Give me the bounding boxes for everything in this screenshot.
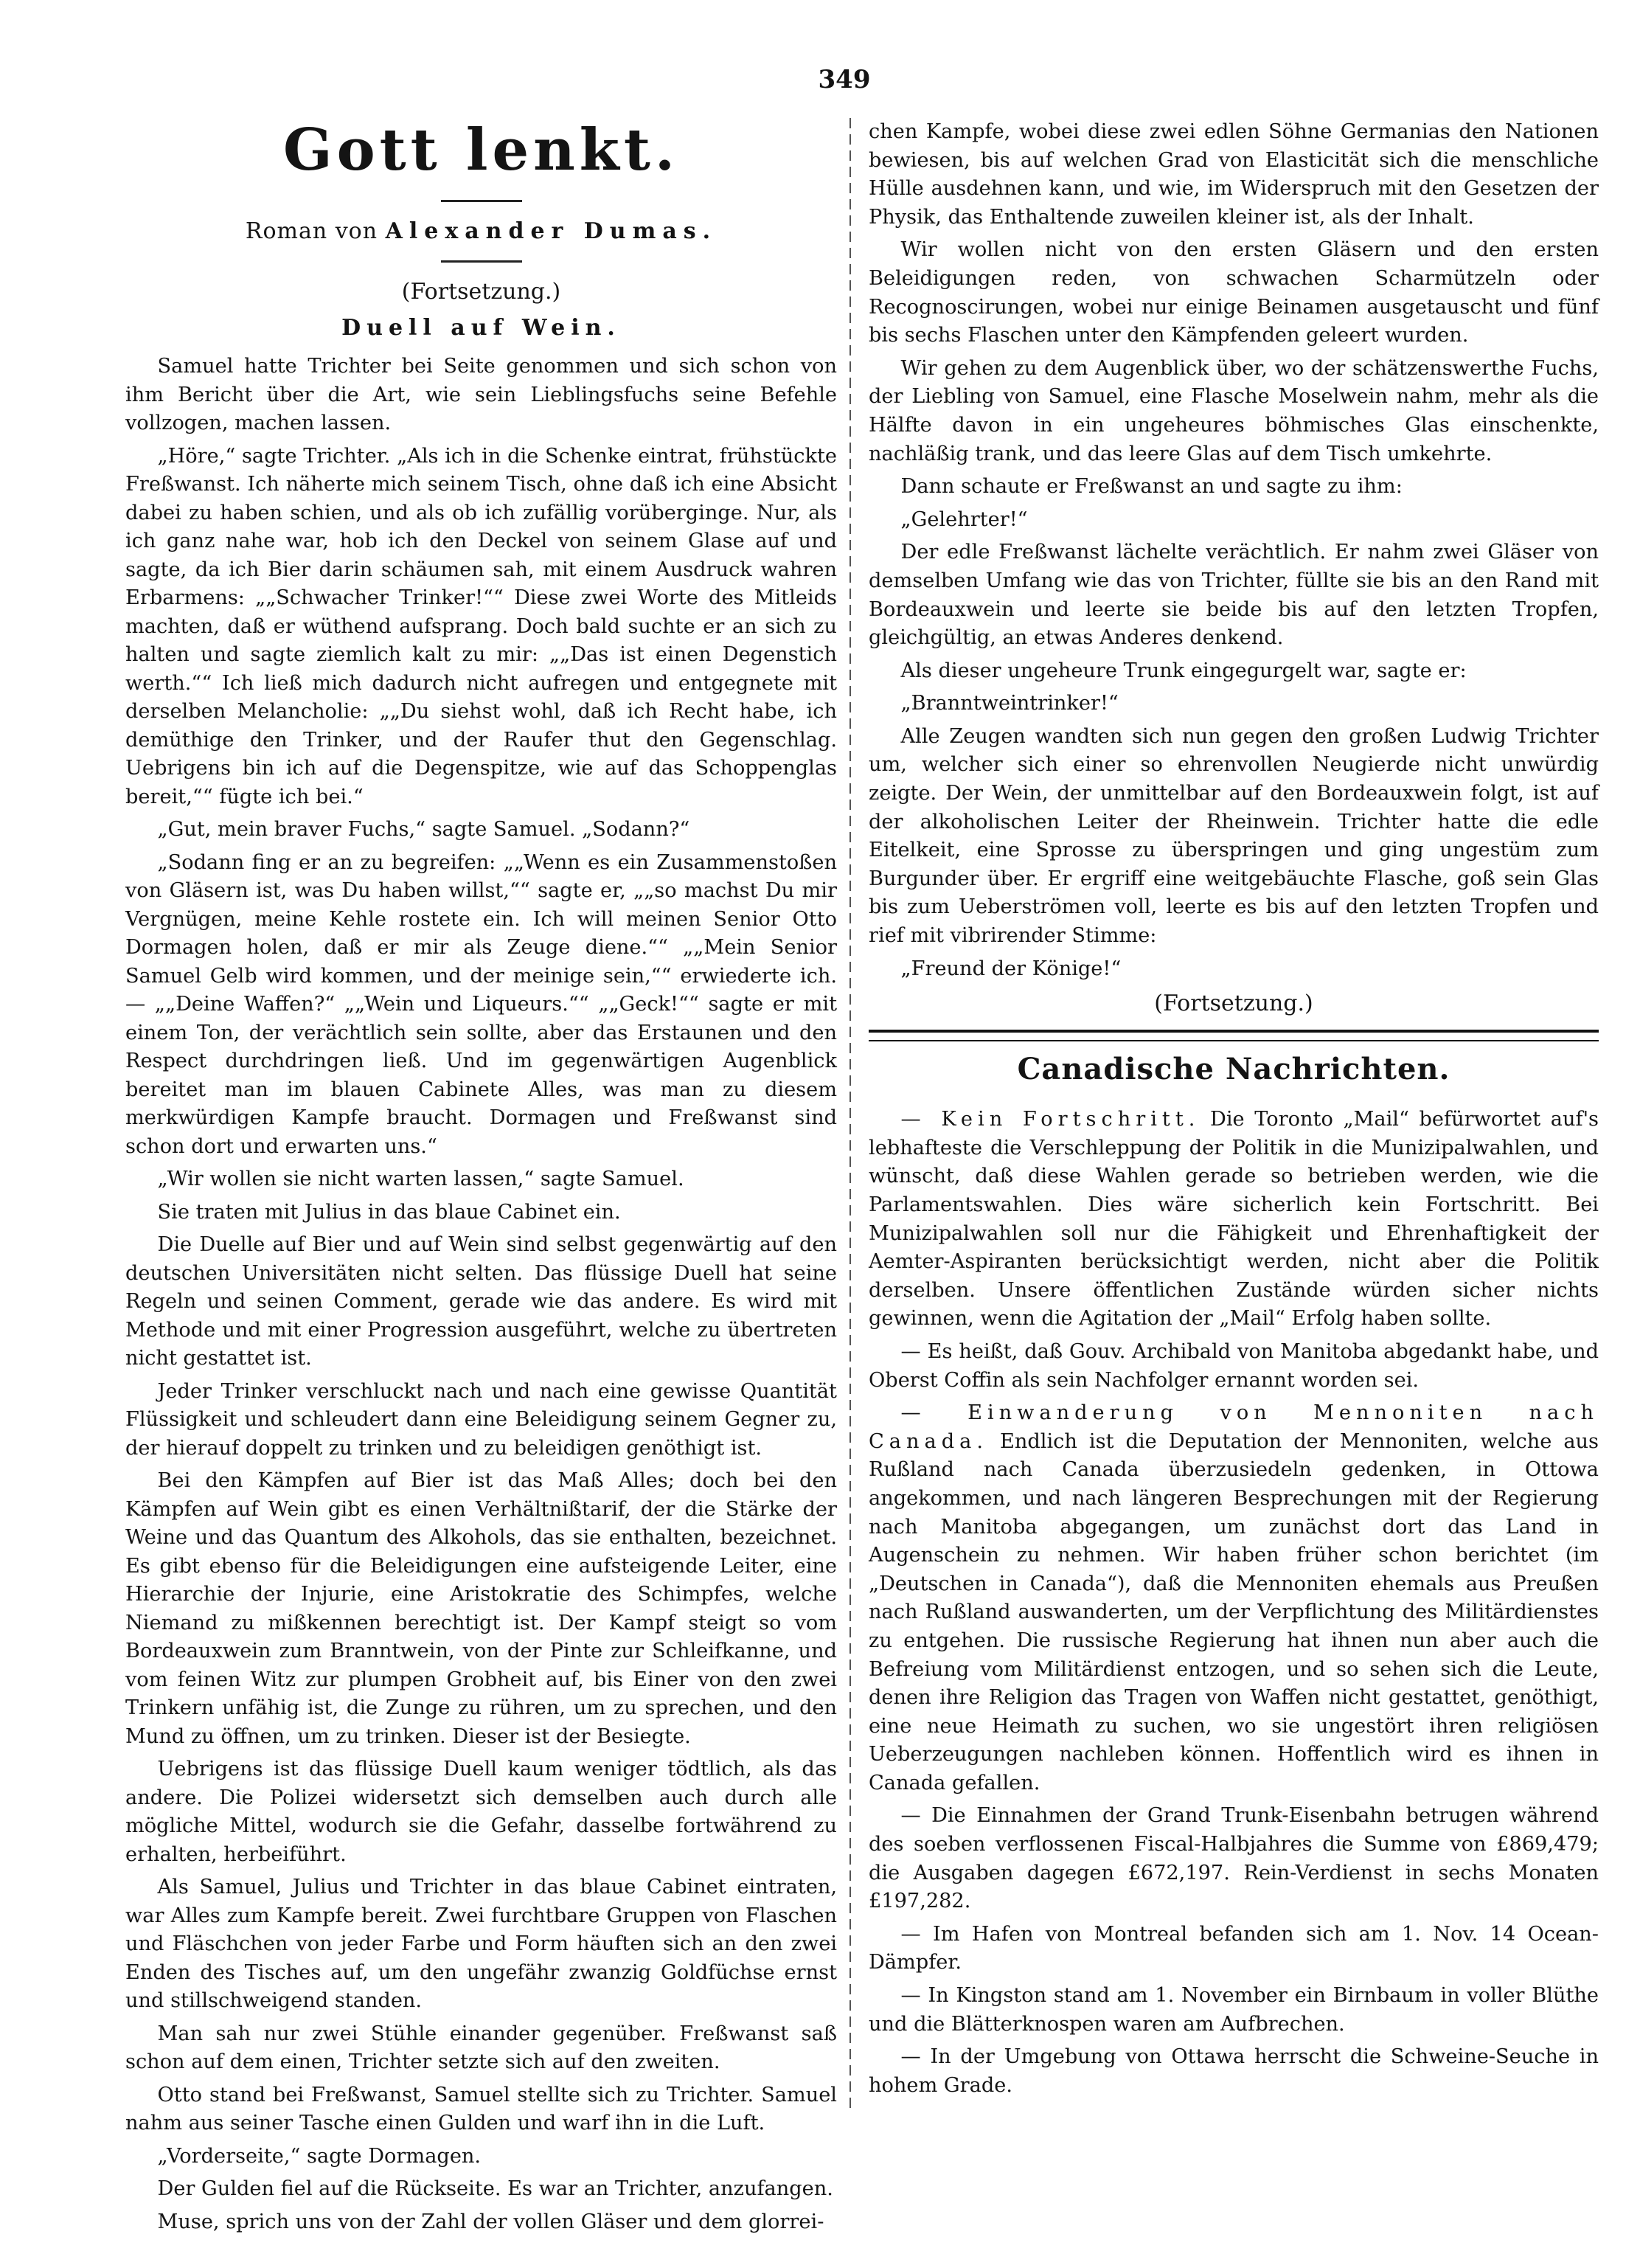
news-item-text: — In der Umgebung von Ottawa herrscht die Schweine-Seuche in hohem Grade. [869,2045,1599,2097]
paragraph: „Gut, mein braver Fuchs,“ sagte Samuel. „Sodann?“ [157,818,690,841]
news-item [869,1399,1599,1797]
paragraph: „Branntweintrinker!“ [900,692,1119,715]
novel-body-continued [869,118,1599,983]
paragraph: „Vorderseite,“ sagte Dormagen. [157,2144,482,2168]
paragraph: „Höre,“ sagte Trichter. „Als ich in die Schenke eintrat, frühstückte Freßwanst. Ich näherte mich seinem Tisch, ohne daß ich eine Absicht dabei zu haben schien, und als ob ich zufällig vorüberginge. Nur, als ich ganz nahe war, hob ich den Deckel von seinem Glase auf und sagte, da ich Bier darin schäumen sah, mit einem Ausdruck wahren Erbarmens: „„Schwacher Trinker!““ Diese zwei Worte des Mitleids machten, daß er wüthend aufsprang. Doch bald suchte er an sich zu halten und sagte ziemlich kalt zu mir: „„Das ist einen Degenstich werth.““ Ich ließ mich dadurch nicht aufregen und entgegnete mit derselben Melancholie: „„Du siehst wohl, daß ich Recht habe, ich demüthige den Trinker, und der Raufer thut den Gegenschlag. Uebrigens bin ich auf die Degenspitze, wie auf das Schoppenglas bereit,““ fügte ich bei.“ [125,444,837,808]
continuation-note: (Fortsetzung.) [1154,991,1313,1017]
section-double-rule [869,1030,1599,1041]
news-item-lead: — Kein Fortschritt. [900,1108,1201,1131]
byline-rule [441,260,522,263]
news-item [869,1106,1599,1334]
paragraph: chen Kampfe, wobei diese zwei edlen Söhne Germanias den Nationen bewiesen, bis auf welchen Grad von Elasticität sich die menschliche Hülle ausdehnen kann, und wie, im Widerspruch mit den Gesetzen der Physik, das Enthaltende zuweilen kleiner ist, als der Inhalt. [869,120,1599,229]
news-item-lead: — Einwanderung von Mennoniten nach Canada. [869,1401,1599,1453]
news-item [869,1921,1599,1977]
paragraph: Der Gulden fiel auf die Rückseite. Es war an Trichter, anzufangen. [157,2177,833,2200]
news-item [869,1802,1599,1915]
paragraph: Bei den Kämpfen auf Bier ist das Maß Alles; doch bei den Kämpfen auf Wein gibt es einen Verhältnißtarif, der die Stärke der Weine und das Quantum des Alkohols, das sie enthalten, bezeichnet. Es gibt ebenso für die Beleidigungen eine aufsteigende Leiter, eine Hierarchie der Injurie, eine Aristokratie des Schimpfes, welche Niemand zu mißkennen berechtigt ist. Der Kampf steigt so vom Bordeauxwein zum Branntwein, von der Pinte zur Schleifkanne, und vom feinen Witz zur plumpen Grobheit auf, bis Einer von den zwei Trinkern unfähig ist, die Zunge zu rühren, um zu sprechen, und den Mund zu öffnen, um zu trinken. Dieser ist der Besiegte. [125,1469,837,1748]
paragraph: Otto stand bei Freßwanst, Samuel stellte sich zu Trichter. Samuel nahm aus seiner Tasche einen Gulden und warf ihn in die Luft. [125,2083,837,2135]
news-item-text: Endlich ist die Deputation der Mennoniten, welche aus Rußland nach Canada überzusiedeln gedenken, in Ottowa angekommen, und nach längeren Besprechungen mit der Regierung nach Manitoba abgegangen, um zunächst dort das Land in Augenschein zu nehmen. Wir haben früher schon berichtet (im „Deutschen in Canada“), daß die Mennoniten ehemals aus Preußen nach Rußland auswanderten, um der Verpflichtung des Militärdienstes zu entgehen. Die russische Regierung hat ihnen nun aber auch die Befreiung vom Militärdienst entzogen, und so sehen sich die Leute, denen ihre Religion das Tragen von Waffen nicht gestattet, genöthigt, eine neue Heimath zu suchen, wo sie ungestört ihren religiösen Ueberzeugungen nachleben können. Hoffentlich wird es ihnen in Canada gefallen. [869,1429,1599,1794]
paragraph: „Sodann fing er an zu begreifen: „„Wenn es ein Zusammenstoßen von Gläsern ist, was Du haben willst,““ sagte er, „„so machst Du mir Vergnügen, meine Kehle rostete ein. Ich will meinen Senior Otto Dormagen holen, daß er mir als Zeuge diene.““ „„Mein Senior Samuel Gelb wird kommen, und der meinige sein,““ erwiederte ich. — „„Deine Waffen?“ „„Wein und Liqueurs.““ „„Geck!““ sagte er mit einem Ton, der verächtlich sein sollte, aber das Erstaunen und den Respect durchdringen ließ. Und im gegenwärtigen Augenblick bereitet man im blauen Cabinete Alles, was man zu diesem merkwürdigen Kampfe braucht. Dormagen und Freßwanst sind schon dort und erwarten uns.“ [125,850,837,1158]
paragraph: Als Samuel, Julius und Trichter in das blaue Cabinet eintraten, war Alles zum Kampfe bereit. Zwei furchtbare Gruppen von Flaschen und Fläschchen von jeder Farbe und Form häuften sich an den zwei Enden des Tisches auf, um den ungefähr zwanzig Goldfüchse ernst und stillschweigend standen. [125,1876,837,2012]
paragraph: Als dieser ungeheure Trunk eingegurgelt war, sagte er: [900,659,1467,682]
paragraph: Muse, sprich uns von der Zahl der vollen Gläser und dem glorrei- [157,2210,824,2233]
byline-prefix: Roman von [245,218,378,244]
paragraph: „Wir wollen sie nicht warten lassen,“ sagte Samuel. [157,1168,684,1190]
paragraph: Man sah nur zwei Stühle einander gegenüber. Freßwanst saß schon auf dem einen, Trichter setzte sich auf den zweiten. [125,2022,837,2073]
paragraph: Sie traten mit Julius in das blaue Cabinet ein. [157,1200,621,1224]
page-number: 349 [818,65,871,94]
news-item [869,2043,1599,2100]
novel-body [125,353,837,2236]
paragraph: Wir wollen nicht von den ersten Gläsern und den ersten Beleidigungen reden, von schwachen Scharmützeln oder Recognoscirungen, wobei nur einige Beinamen ausgetauscht und fünf bis sechs Flaschen unter den Kämpfenden geleert wurden. [869,238,1599,347]
paragraph: Wir gehen zu dem Augenblick über, wo der schätzenswerthe Fuchs, der Liebling von Samuel, eine Flasche Moselwein nahm, mehr als die Hälfte davon in ein ungeheures böhmisches Glas einschenkte, nachläßig trank, und das leere Glas auf dem Tisch umkehrte. [869,356,1599,465]
title-rule [441,200,522,202]
chapter-heading: Duell auf Wein. [341,315,621,341]
paragraph: Der edle Freßwanst lächelte verächtlich. Er nahm zwei Gläser von demselben Umfang wie das von Trichter, füllte sie bis an den Rand mit Bordeauxwein und leerte sie beide bis auf den letzten Tropfen, gleichgültig, an etwas Anderes denkend. [869,541,1599,650]
news-item-text: — Die Einnahmen der Grand Trunk-Eisenbahn betrugen während des soeben verflossenen Fiscal-Halbjahres die Summe von £869,479; die Ausgaben dagegen £672,197. Rein-Verdienst in sechs Monaten £197,282. [869,1804,1599,1913]
byline [125,218,837,244]
paragraph: Samuel hatte Trichter bei Seite genommen und sich schon von ihm Bericht über die Art, wie sein Lieblingsfuchs seine Befehle vollzogen, machen lassen. [125,355,837,434]
paragraph: „Freund der Könige!“ [900,957,1122,980]
paragraph: „Gelehrter!“ [900,507,1028,531]
news-item-text: — Im Hafen von Montreal befanden sich am 1. Nov. 14 Ocean-Dämpfer. [869,1922,1599,1974]
news-item-text: Die Toronto „Mail“ befürwortet auf's lebhafteste die Verschleppung der Politik in die Munizipalwahlen, und wünscht, daß diese Wahlen gerade so betrieben werden, wie die Parlamentswahlen. Dies wäre sicherlich kein Fortschritt. Bei Munizipalwahlen soll nur die Fähigkeit und Ehrenhaftigkeit der Aemter-Aspiranten berücksichtigt werden, nicht aber die Politik derselben. Unsere öffentlichen Zustände würden sicher nichts gewinnen, wenn die Agitation der „Mail“ Erfolg haben sollte. [869,1108,1599,1331]
news-item-text: — Es heißt, daß Gouv. Archibald von Manitoba abgedankt habe, und Oberst Coffin als sein Nachfolger ernannt worden sei. [869,1339,1599,1392]
right-column [869,118,1599,2100]
news-item-text: — In Kingston stand am 1. November ein Birnbaum in voller Blüthe und die Blätterknospen waren am Aufbrechen. [869,1984,1599,2036]
paragraph: Alle Zeugen wandten sich nun gegen den großen Ludwig Trichter um, welcher sich einer so ehrenvollen Neugierde nicht unwürdig zeigte. Der Wein, der unmittelbar auf den Bordeauxwein folgt, ist auf der alkoholischen Leiter der Rheinwein. Trichter hatte die edle Eitelkeit, eine Sprosse zu überspringen und ging ungestüm zum Burgunder über. Er ergriff eine weitgebäuchte Flasche, goß sein Glas bis zum Ueberströmen voll, leerte es bis auf den letzten Tropfen und rief mit vibrirender Stimme: [869,724,1599,948]
news-list [869,1106,1599,2100]
paragraph: Uebrigens ist das flüssige Duell kaum weniger tödtlich, als das andere. Die Polizei widersetzt sich demselben auch durch alle mögliche Mittel, wodurch sie die Gefahr, dasselbe fortwährend zu erhalten, herbeiführt. [125,1758,837,1866]
paragraph: Jeder Trinker verschluckt nach und nach eine gewisse Quantität Flüssigkeit und schleudert dann eine Beleidigung seinem Gegner zu, der hierauf doppelt zu trinken und zu beleidigen genöthigt ist. [125,1379,837,1460]
novel-title: Gott lenkt. [282,117,680,184]
paragraph: Dann schaute er Freßwanst an und sagte zu ihm: [900,475,1403,499]
news-item [869,1338,1599,1395]
continuation-note: (Fortsetzung.) [401,279,561,305]
column-divider [849,118,851,2109]
news-section-title: Canadische Nachrichten. [1017,1052,1450,1087]
paragraph: Die Duelle auf Bier und auf Wein sind selbst gegenwärtig auf den deutschen Universitäten nicht selten. Das flüssige Duell hat seine Regeln und seinen Comment, gerade wie das andere. Es wird mit Methode und mit einer Progression ausgeführt, welche zu übertreten nicht gestattet ist. [125,1233,837,1370]
author-name: Alexander Dumas. [385,218,718,244]
news-item [869,1982,1599,2039]
left-column [125,111,837,2236]
